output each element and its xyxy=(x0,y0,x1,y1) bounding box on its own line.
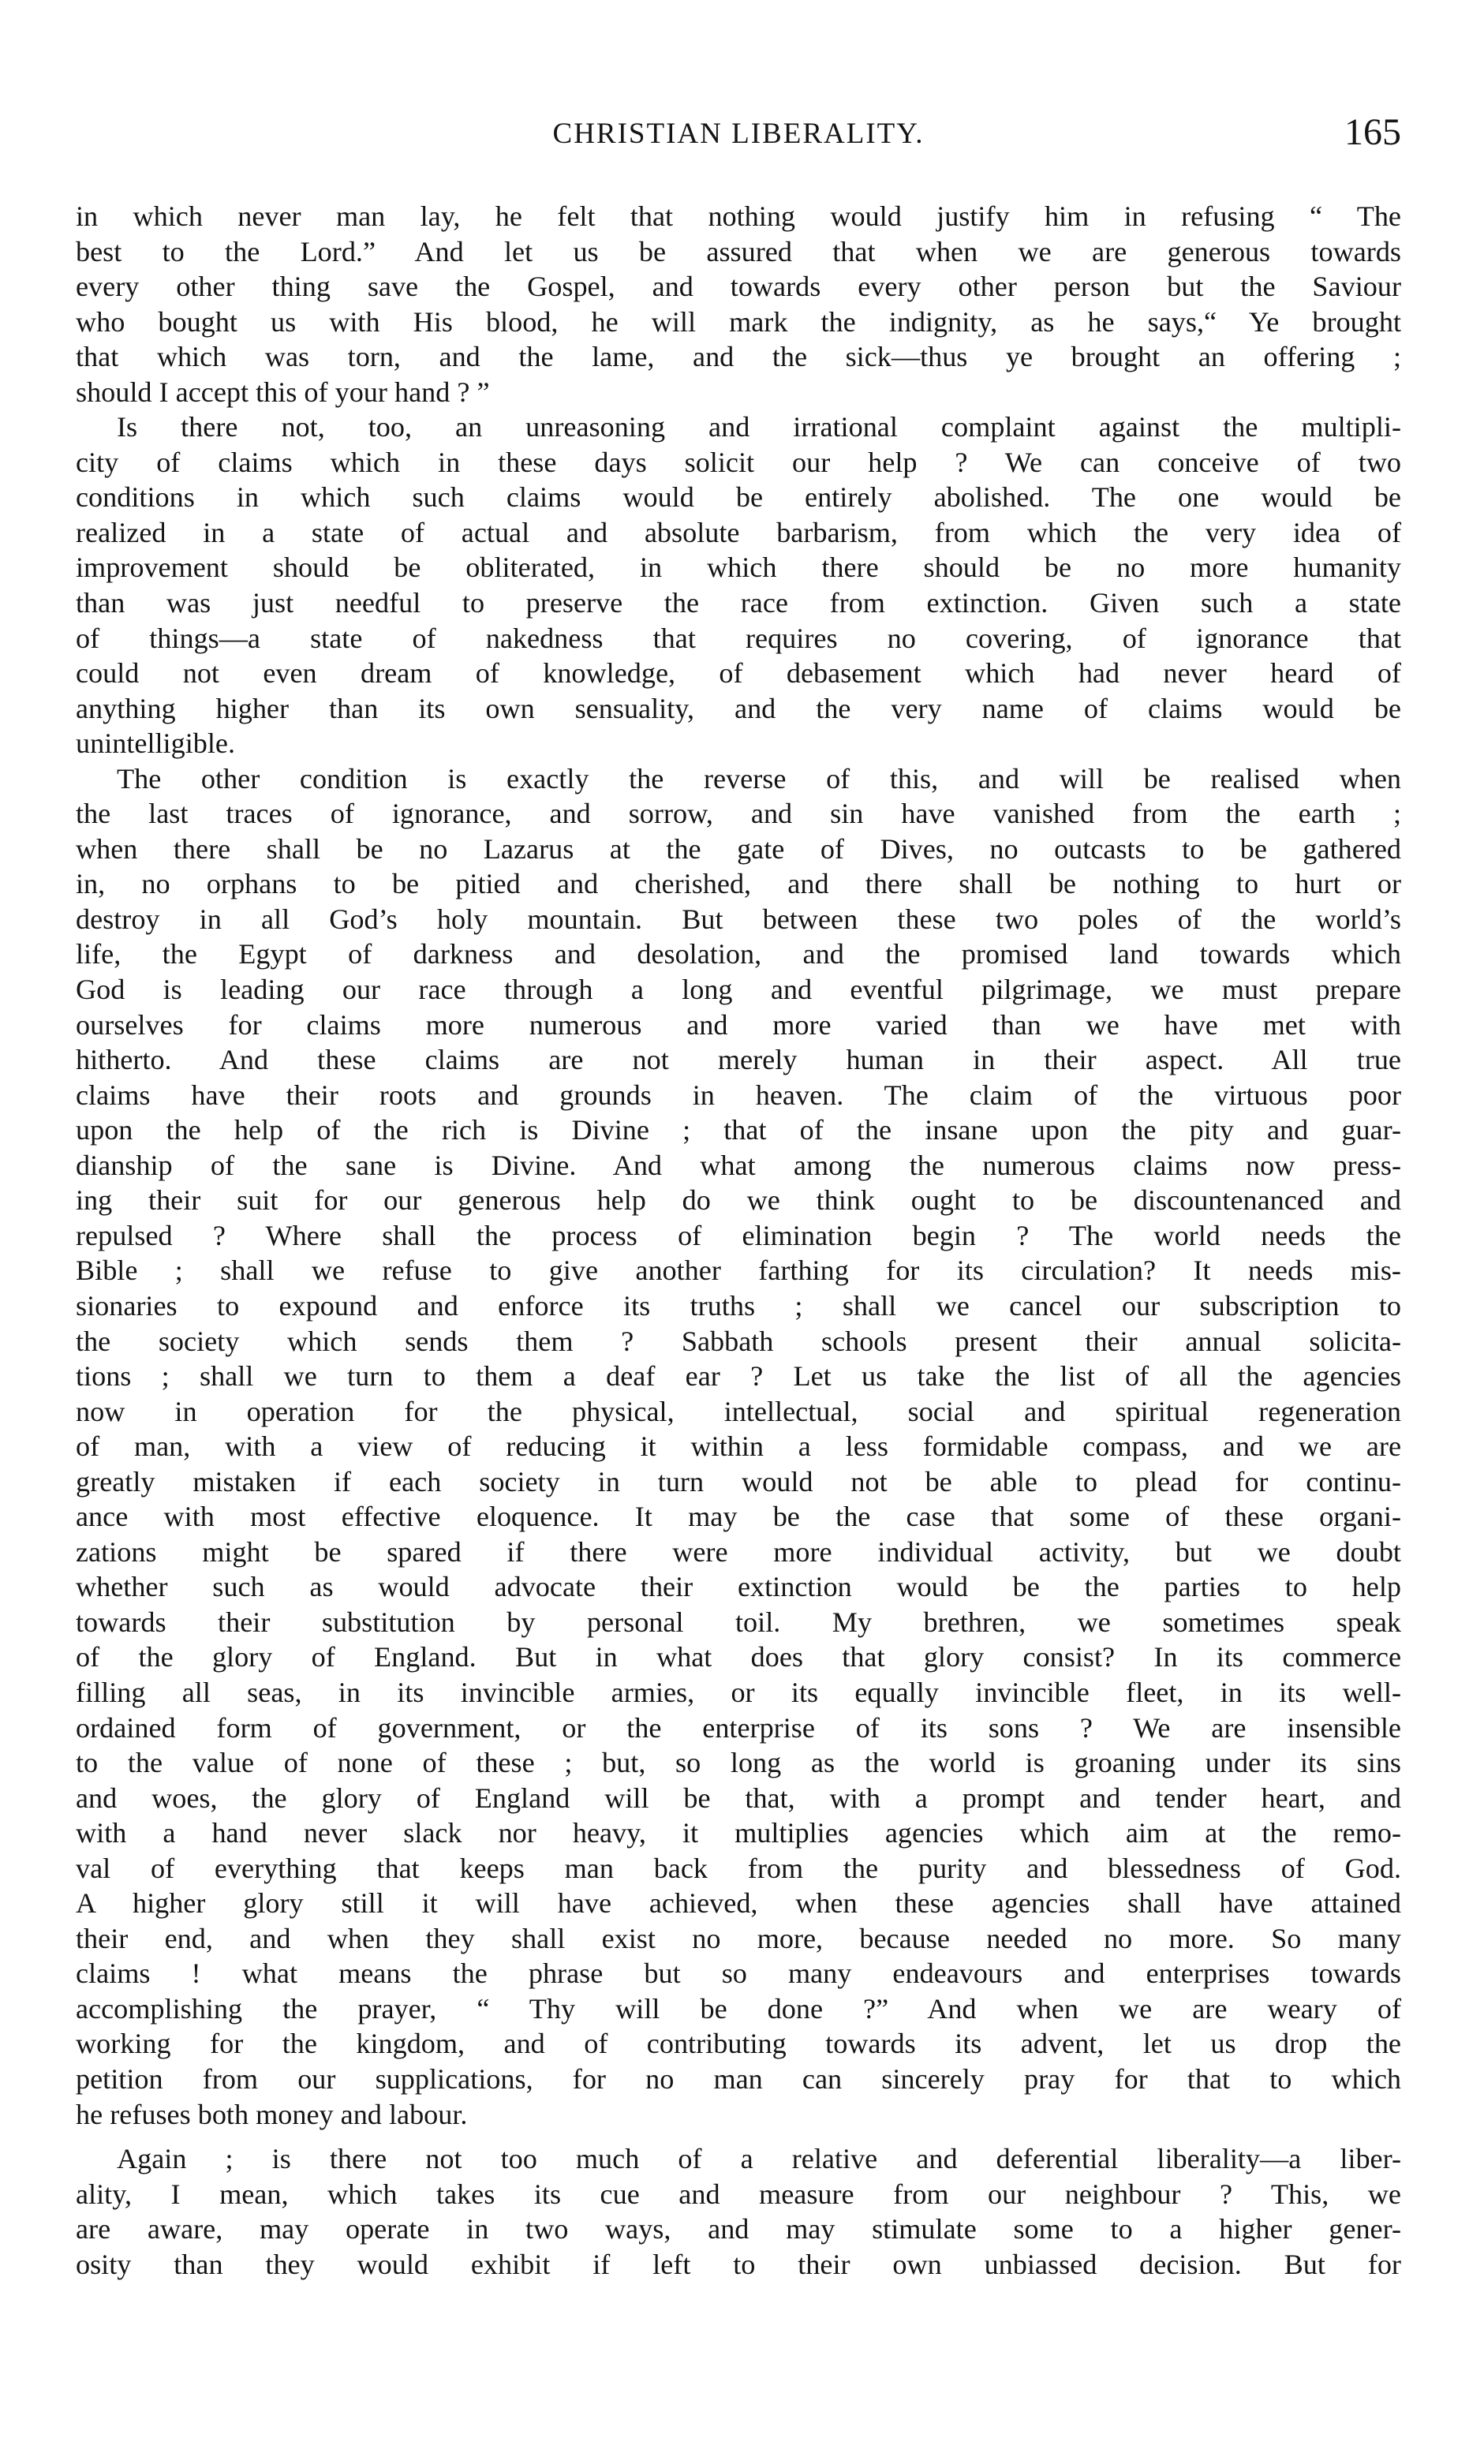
text-line: osity than they would exhibit if left to their own unbiassed decision. But for xyxy=(76,2248,1401,2280)
text-line: repulsed ? Where shall the process of elimination begin ? The world needs the xyxy=(76,1219,1401,1251)
text-line: ality, I mean, which takes its cue and measure from our neighbour ? This, we xyxy=(76,2178,1401,2210)
text-line: when there shall be no Lazarus at the gate of Dives, no outcasts to be gathered xyxy=(76,832,1401,865)
text-line: every other thing save the Gospel, and towards every other person but the Saviour xyxy=(76,271,1401,303)
running-head xyxy=(76,111,1401,164)
text-line: that which was torn, and the lame, and the sick—thus ye brought an offering ; xyxy=(76,341,1401,373)
text-line: ordained form of government, or the enterprise of its sons ? We are insensible xyxy=(76,1711,1401,1744)
text-line: ance with most effective eloquence. It may be the case that some of these organi- xyxy=(76,1501,1401,1533)
text-line: best to the Lord.” And let us be assured that when we are generous towards xyxy=(76,235,1401,267)
running-title: CHRISTIAN LIBERALITY. xyxy=(552,118,925,150)
text-line: improvement should be obliterated, in which there should be no more humanity xyxy=(76,552,1401,584)
text-line: in, no orphans to be pitied and cherished, and there shall be nothing to hurt or xyxy=(76,868,1401,900)
text-line: ourselves for claims more numerous and more varied than we have met with xyxy=(76,1008,1401,1041)
body-text xyxy=(76,199,1401,2282)
text-line: claims ! what means the phrase but so many endeavours and enterprises towards xyxy=(76,1957,1401,1990)
text-line: filling all seas, in its invincible armies, or its equally invincible fleet, in its well- xyxy=(76,1676,1401,1708)
text-line: their end, and when they shall exist no more, because needed no more. So many xyxy=(76,1922,1401,1954)
text-line: should I accept this of your hand ? ” xyxy=(76,376,490,408)
text-line: greatly mistaken if each society in turn would not be able to plead for continu- xyxy=(76,1465,1401,1497)
text-line: Again ; is there not too much of a relative and deferential liberality—a liber- xyxy=(117,2143,1401,2175)
text-line: hitherto. And these claims are not merely human in their aspect. All true xyxy=(76,1044,1401,1076)
text-line: who bought us with His blood, he will mark the indignity, as he says,“ Ye brought xyxy=(76,305,1401,338)
text-line: The other condition is exactly the reverse of this, and will be realised when xyxy=(117,762,1401,795)
text-line: ing their suit for our generous help do we think ought to be discountenanced and xyxy=(76,1184,1401,1217)
page-number: 165 xyxy=(1344,111,1401,153)
text-line: whether such as would advocate their extinction would be the parties to help xyxy=(76,1571,1401,1603)
text-line: towards their substitution by personal toil. My brethren, we sometimes speak xyxy=(76,1606,1401,1638)
text-line: could not even dream of knowledge, of debasement which had never heard of xyxy=(76,657,1401,690)
text-line: he refuses both money and labour. xyxy=(76,2098,468,2130)
text-line: anything higher than its own sensuality, and the very name of claims would be xyxy=(76,692,1401,724)
text-line: than was just needful to preserve the race from extinction. Given such a state xyxy=(76,587,1401,619)
text-line: accomplishing the prayer, “ Thy will be done ?” And when we are weary of xyxy=(76,1992,1401,2025)
text-line: dianship of the sane is Divine. And what among the numerous claims now press- xyxy=(76,1149,1401,1181)
text-line: the last traces of ignorance, and sorrow, and sin have vanished from the earth ; xyxy=(76,798,1401,830)
text-line: to the value of none of these ; but, so long as the world is groaning under its sins xyxy=(76,1747,1401,1779)
text-line: tions ; shall we turn to them a deaf ear ? Let us take the list of all the agencies xyxy=(76,1360,1401,1393)
text-line: are aware, may operate in two ways, and may stimulate some to a higher gener- xyxy=(76,2213,1401,2245)
text-line: city of claims which in these days solicit our help ? We can conceive of two xyxy=(76,446,1401,478)
text-line: of the glory of England. But in what does that glory consist? In its commerce xyxy=(76,1641,1401,1673)
document-page xyxy=(76,111,1401,2282)
text-line: and woes, the glory of England will be that, with a prompt and tender heart, and xyxy=(76,1782,1401,1814)
text-line: life, the Egypt of darkness and desolation, and the promised land towards which xyxy=(76,938,1401,970)
text-line: the society which sends them ? Sabbath schools present their annual solicita- xyxy=(76,1325,1401,1357)
text-line: petition from our supplications, for no man can sincerely pray for that to which xyxy=(76,2062,1401,2095)
text-line: working for the kingdom, and of contributing towards its advent, let us drop the xyxy=(76,2028,1401,2060)
text-line: unintelligible. xyxy=(76,727,236,760)
text-line: val of everything that keeps man back from the purity and blessedness of God. xyxy=(76,1852,1401,1884)
text-line: sionaries to expound and enforce its truths ; shall we cancel our subscription to xyxy=(76,1289,1401,1322)
text-line: now in operation for the physical, intellectual, social and spiritual regeneration xyxy=(76,1395,1401,1427)
text-line: God is leading our race through a long and eventful pilgrimage, we must prepare xyxy=(76,974,1401,1006)
text-line: conditions in which such claims would be entirely abolished. The one would be xyxy=(76,481,1401,514)
text-line: with a hand never slack nor heavy, it multiplies agencies which aim at the remo- xyxy=(76,1817,1401,1849)
text-line: zations might be spared if there were more individual activity, but we doubt xyxy=(76,1535,1401,1568)
text-line: of man, with a view of reducing it within a less formidable compass, and we are xyxy=(76,1430,1401,1463)
text-line: realized in a state of actual and absolute barbarism, from which the very idea of xyxy=(76,516,1401,548)
text-line: of things—a state of nakedness that requires no covering, of ignorance that xyxy=(76,622,1401,654)
text-line: upon the help of the rich is Divine ; that of the insane upon the pity and guar- xyxy=(76,1114,1401,1146)
text-line: Is there not, too, an unreasoning and irrational complaint against the multipli- xyxy=(117,411,1401,443)
text-line: A higher glory still it will have achieved, when these agencies shall have attained xyxy=(76,1887,1401,1920)
text-line: in which never man lay, he felt that nothing would justify him in refusing “ The xyxy=(76,200,1401,232)
text-line: claims have their roots and grounds in heaven. The claim of the virtuous poor xyxy=(76,1079,1401,1111)
text-line: destroy in all God’s holy mountain. But between these two poles of the world’s xyxy=(76,903,1401,935)
text-line: Bible ; shall we refuse to give another farthing for its circulation? It needs mis- xyxy=(76,1254,1401,1287)
